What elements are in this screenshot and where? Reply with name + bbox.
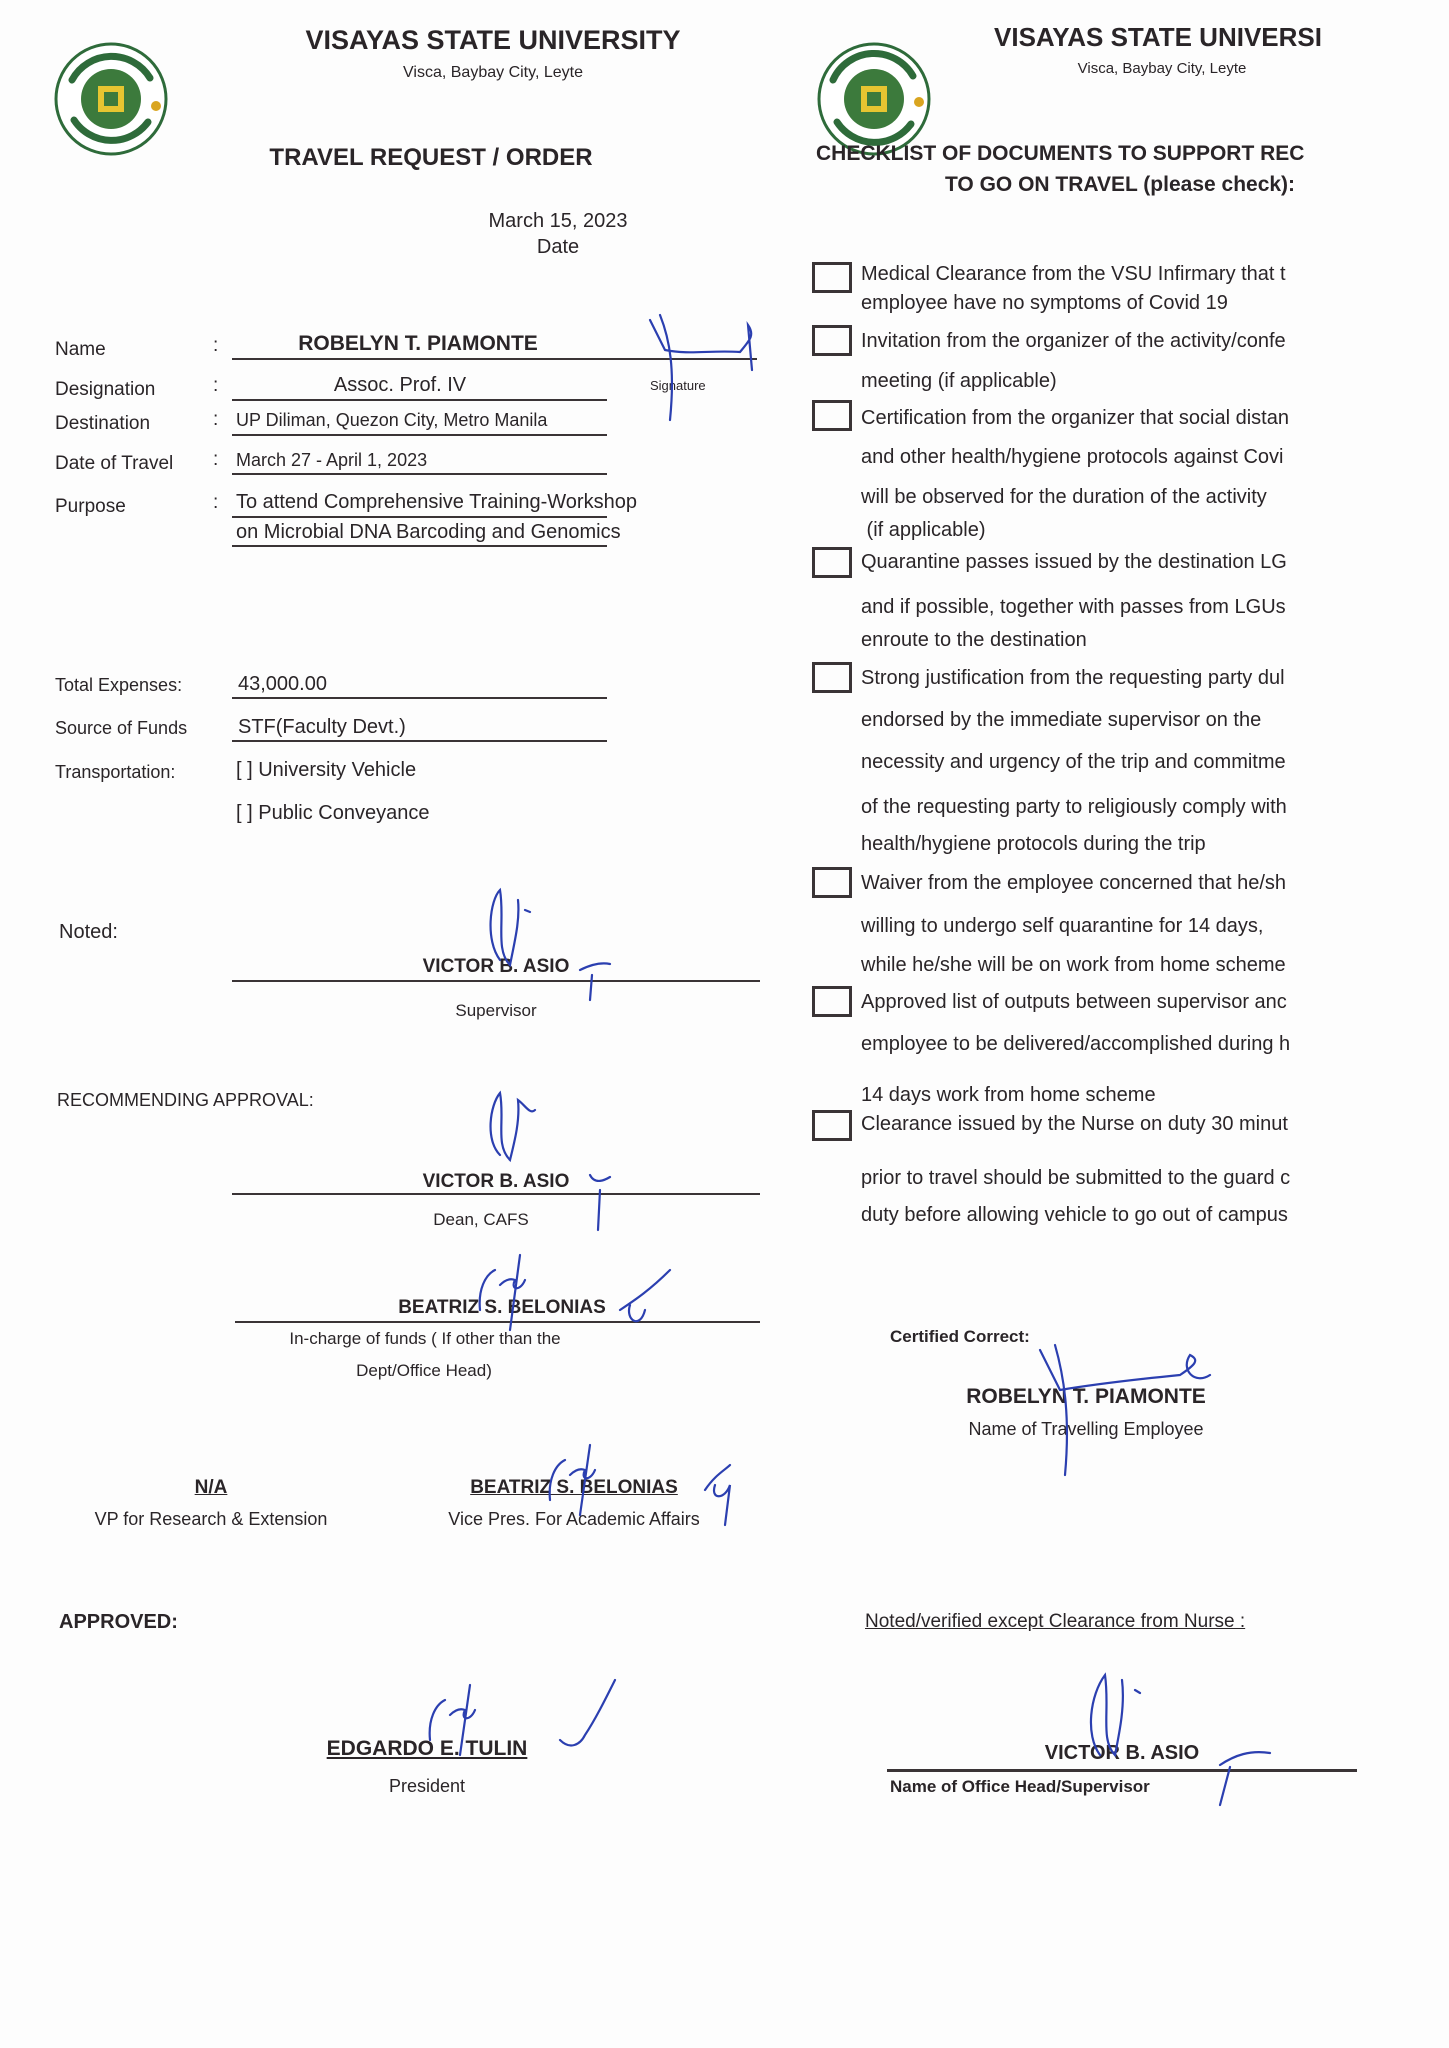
checklist-line: Certification from the organizer that social distan	[861, 408, 1289, 428]
date-of-travel-value: March 27 - April 1, 2023	[236, 450, 428, 470]
name-value: ROBELYN T. PIAMONTE	[298, 332, 538, 355]
supervisor-signature	[480, 880, 620, 1010]
vp-research-title: VP for Research & Extension	[94, 1509, 328, 1529]
office-head-name: VICTOR B. ASIO	[1044, 1742, 1200, 1764]
checkbox-nurse-clearance[interactable]	[812, 1110, 852, 1141]
funds-incharge-signature	[470, 1250, 680, 1340]
checklist-line: employee to be delivered/accomplished during h	[861, 1034, 1291, 1054]
noted-title: Supervisor	[455, 1001, 537, 1020]
checklist-line: and other health/hygiene protocols against Covi	[861, 447, 1284, 467]
president-name: EDGARDO E. TULIN	[326, 1737, 528, 1760]
funds-incharge-name: BEATRIZ S. BELONIAS	[398, 1297, 606, 1318]
date-of-travel-label: Date of Travel	[55, 453, 174, 474]
destination-label: Destination	[55, 413, 151, 434]
president-title: President	[388, 1776, 466, 1796]
university-vehicle-checkbox[interactable]: [ ] University Vehicle	[236, 759, 417, 781]
recommending-approval-label: RECOMMENDING APPROVAL:	[57, 1090, 314, 1110]
checklist-line: Approved list of outputs between supervisor anc	[861, 992, 1287, 1012]
noted-label: Noted:	[59, 921, 118, 943]
university-name: VISAYAS STATE UNIVERSITY	[305, 25, 681, 55]
checklist-university-name: VISAYAS STATE UNIVERSI	[994, 24, 1322, 50]
checklist-line: will be observed for the duration of the activity	[861, 487, 1267, 507]
checkbox-certification[interactable]	[812, 400, 852, 431]
form-title: TRAVEL REQUEST / ORDER	[269, 144, 593, 171]
source-of-funds-value: STF(Faculty Devt.)	[238, 716, 406, 738]
noted-verified-label: Noted/verified except Clearance from Nurse :	[865, 1611, 1246, 1632]
university-address: Visca, Baybay City, Leyte	[403, 64, 583, 81]
total-expenses-label: Total Expenses:	[55, 675, 183, 695]
approved-label: APPROVED:	[59, 1611, 178, 1633]
checkbox-strong-justification[interactable]	[812, 662, 852, 693]
checklist-line: endorsed by the immediate supervisor on the	[861, 710, 1262, 730]
checklist-line: of the requesting party to religiously comply with	[861, 797, 1287, 817]
checklist-line: 14 days work from home scheme	[861, 1085, 1156, 1105]
president-signature	[410, 1660, 630, 1770]
checklist-line: Invitation from the organizer of the activity/confe	[861, 331, 1286, 351]
certified-signature	[1020, 1330, 1250, 1480]
vp-academic-signature	[540, 1430, 750, 1530]
designation-label: Designation	[55, 379, 156, 400]
checklist-line: Strong justification from the requesting party dul	[861, 668, 1285, 688]
checklist-line: Medical Clearance from the VSU Infirmary that t	[861, 264, 1286, 284]
checklist-university-address: Visca, Baybay City, Leyte	[1077, 60, 1247, 77]
vp-research-name: N/A	[194, 1477, 228, 1498]
purpose-value-line2: on Microbial DNA Barcoding and Genomics	[236, 521, 621, 543]
vp-academic-title: Vice Pres. For Academic Affairs	[448, 1509, 700, 1529]
date-label: Date	[536, 236, 580, 258]
funds-incharge-title-line1: In-charge of funds ( If other than the	[289, 1329, 561, 1348]
certified-name: ROBELYN T. PIAMONTE	[966, 1385, 1206, 1408]
checklist-line: while he/she will be on work from home scheme	[861, 955, 1286, 975]
funds-incharge-title-line2: Dept/Office Head)	[356, 1361, 492, 1380]
designation-value: Assoc. Prof. IV	[333, 374, 467, 396]
university-seal-logo-right	[815, 40, 933, 158]
checklist-title-line2: TO GO ON TRAVEL (please check):	[944, 173, 1296, 196]
checklist-line: willing to undergo self quarantine for 14 days,	[861, 916, 1264, 936]
university-seal-logo	[52, 40, 170, 158]
purpose-label: Purpose	[55, 496, 126, 517]
checkbox-medical-clearance[interactable]	[812, 262, 852, 293]
applicant-signature	[630, 310, 780, 430]
checklist-line: enroute to the destination	[861, 630, 1087, 650]
public-conveyance-checkbox[interactable]: [ ] Public Conveyance	[236, 802, 430, 824]
checklist-line: and if possible, together with passes from LGUs	[861, 597, 1286, 617]
certified-correct-label: Certified Correct:	[890, 1327, 1030, 1346]
source-of-funds-label: Source of Funds	[55, 718, 188, 738]
checkbox-invitation[interactable]	[812, 325, 852, 356]
checkbox-quarantine-passes[interactable]	[812, 547, 852, 578]
name-label: Name	[55, 339, 106, 360]
dean-title: Dean, CAFS	[433, 1210, 529, 1229]
purpose-value-line1: To attend Comprehensive Training-Workshop	[236, 491, 637, 513]
transportation-label: Transportation:	[55, 762, 176, 782]
checklist-line: health/hygiene protocols during the trip	[861, 834, 1206, 854]
checklist-line: meeting (if applicable)	[861, 371, 1057, 391]
checklist-line: Quarantine passes issued by the destination LG	[861, 552, 1287, 572]
total-expenses-value: 43,000.00	[238, 673, 327, 695]
checkbox-approved-outputs[interactable]	[812, 986, 852, 1017]
office-head-signature	[1080, 1655, 1280, 1815]
checklist-line: necessity and urgency of the trip and commitme	[861, 752, 1286, 772]
checklist-line: employee have no symptoms of Covid 19	[861, 293, 1228, 313]
checklist-line: (if applicable)	[861, 520, 986, 540]
checklist-line: Clearance issued by the Nurse on duty 30 minut	[861, 1114, 1288, 1134]
destination-value: UP Diliman, Quezon City, Metro Manila	[236, 410, 548, 430]
dean-signature	[480, 1085, 620, 1235]
checklist-line: prior to travel should be submitted to the guard c	[861, 1168, 1291, 1188]
certified-title: Name of Travelling Employee	[968, 1419, 1204, 1439]
vp-academic-name: BEATRIZ S. BELONIAS	[470, 1477, 678, 1498]
request-date: March 15, 2023	[488, 210, 628, 232]
checklist-title-line1: CHECKLIST OF DOCUMENTS TO SUPPORT REC	[816, 143, 1305, 164]
checklist-line: duty before allowing vehicle to go out of campus	[861, 1205, 1288, 1225]
signature-label: Signature	[650, 378, 706, 393]
office-head-title: Name of Office Head/Supervisor	[890, 1777, 1150, 1796]
dean-name: VICTOR B. ASIO	[422, 1171, 570, 1192]
checkbox-waiver[interactable]	[812, 867, 852, 898]
noted-name: VICTOR B. ASIO	[422, 956, 570, 977]
checklist-line: Waiver from the employee concerned that he/sh	[861, 873, 1287, 893]
